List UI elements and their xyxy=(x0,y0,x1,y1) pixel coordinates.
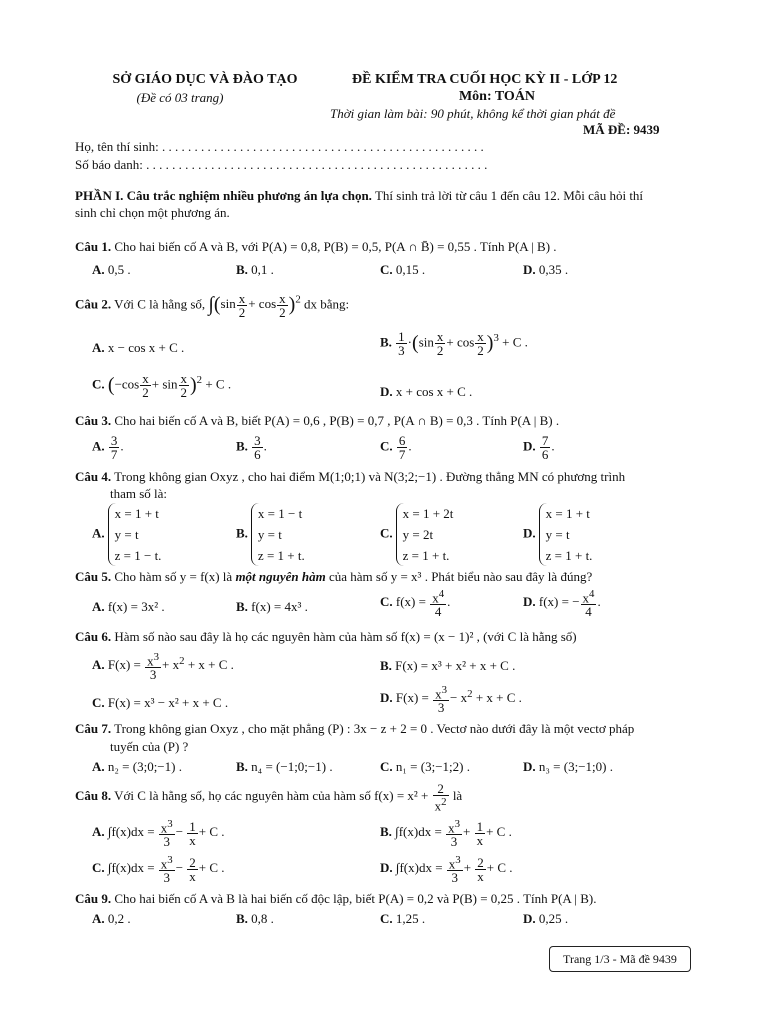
subject: Môn: TOÁN xyxy=(458,89,536,104)
option-letter: D. xyxy=(380,384,393,399)
option-letter: D. xyxy=(523,759,536,774)
question-7 xyxy=(75,721,634,737)
equation: y = 2t xyxy=(402,527,434,542)
q6-option-c[interactable] xyxy=(92,695,228,711)
q6-option-b[interactable] xyxy=(380,658,515,674)
q5-option-b[interactable] xyxy=(236,599,308,615)
option-text: F(x) = x³ + x² + x + C . xyxy=(395,658,516,673)
q9-option-a[interactable] xyxy=(92,911,131,927)
question-text-end: của hàm số y = x³ . Phát biểu nào sau đây là đúng? xyxy=(325,569,593,584)
part1-title: PHẦN I. Câu trắc nghiệm nhiều phương án lựa chọn. xyxy=(75,188,372,203)
equation: x = 1 + t xyxy=(114,506,159,521)
q7-option-c[interactable] xyxy=(380,759,470,775)
q5-option-c[interactable]: C. f(x) = $\frac{x^4}{4}$ . xyxy=(380,588,451,620)
option-text: 0,5 . xyxy=(107,262,131,277)
question-text: Cho hai biến cố A và B, với P(A) = 0,8, P(B) = 0,5, P(A ∩ B̄) = 0,55 . Tính P(A | B) . xyxy=(111,239,557,254)
equation: z = 1 − t. xyxy=(114,548,162,563)
question-9 xyxy=(75,891,596,907)
student-name-line: Họ, tên thí sinh: . . . . . . . . . . . . . . . . . . . . . . . . . . . . . . . . . . . . . . . . . . . . . . . . . . xyxy=(75,139,484,154)
option-letter: D. xyxy=(523,911,536,926)
option-letter: C. xyxy=(380,525,393,541)
question-4 xyxy=(75,469,625,485)
question-text: Cho hàm số y = f(x) là xyxy=(111,569,236,584)
equation: x = 1 + 2t xyxy=(402,506,454,521)
option-text: x + cos x + C . xyxy=(395,384,473,399)
option-text: f(x) = 4x³ . xyxy=(251,599,308,614)
part1-instruction: Thí sinh trả lời từ câu 1 đến câu 12. Mỗi câu hỏi thí xyxy=(371,188,644,203)
option-text: f(x) = 3x² . xyxy=(107,599,165,614)
question-label: Câu 9. xyxy=(75,891,112,906)
q3-option-a[interactable]: A. $\frac{3}{7}$ . xyxy=(92,433,124,462)
question-text: Trong không gian Oxyz , cho mặt phẳng (P) : 3x − z + 2 = 0 . Vectơ nào dưới đây là một vectơ pháp xyxy=(111,721,635,736)
option-letter: A. xyxy=(92,657,105,673)
option-text: 0,2 . xyxy=(107,911,131,926)
q2-option-c[interactable]: C. (−cos $\frac{x}{2}$ + sin $\frac{x}{2}$ )$^2$ + C . xyxy=(92,371,232,400)
q2-option-b[interactable]: B. $\frac{1}{3}$ ·(sin $\frac{x}{2}$ + cos $\frac{x}{2}$ )$^3$ + C . xyxy=(380,329,528,358)
option-letter: B. xyxy=(236,759,248,774)
question-3 xyxy=(75,413,559,429)
q5-option-d[interactable]: D. f(x) = − $\frac{x^4}{4}$ . xyxy=(523,588,601,620)
question-text: Trong không gian Oxyz , cho hai điểm M(1;0;1) và N(3;2;−1) . Đường thẳng MN có phương trình xyxy=(111,469,626,484)
option-text: 1,25 . xyxy=(395,911,426,926)
question-label: Câu 5. xyxy=(75,569,112,584)
q1-option-d[interactable] xyxy=(523,262,568,278)
q6-option-d[interactable]: D. F(x) = $\frac{x^3}{3}$ − $x^2 + x + C$ . xyxy=(380,684,522,716)
q3-option-c[interactable]: C. $\frac{6}{7}$ . xyxy=(380,433,412,462)
option-letter: D. xyxy=(523,262,536,277)
q1-option-a[interactable] xyxy=(92,262,131,278)
q2-option-a[interactable] xyxy=(92,340,184,356)
equation: x = 1 − t xyxy=(257,506,303,521)
q2-option-d[interactable] xyxy=(380,384,472,400)
question-6 xyxy=(75,629,577,645)
question-label: Câu 4. xyxy=(75,469,112,484)
page-footer: Trang 1/3 - Mã đề 9439 xyxy=(549,946,691,972)
q4-option-b[interactable] xyxy=(236,503,305,566)
question-text-end: dx bằng: xyxy=(300,296,350,312)
q7-option-b[interactable] xyxy=(236,759,333,775)
option-letter: D. xyxy=(523,594,536,610)
option-letter: C. xyxy=(92,695,105,710)
q9-option-d[interactable] xyxy=(523,911,568,927)
q8-option-d[interactable]: D. ∫f(x)dx = $\frac{x^3}{3}$ + $\frac{2}{x}$ + C . xyxy=(380,854,513,886)
option-letter: C. xyxy=(380,262,393,277)
option-letter: C. xyxy=(92,376,105,392)
equation: z = 1 + t. xyxy=(402,548,450,563)
option-text: F(x) = x³ − x² + x + C . xyxy=(107,695,229,710)
department-title: SỞ GIÁO DỤC VÀ ĐÀO TẠO xyxy=(112,72,298,87)
question-1 xyxy=(75,239,557,255)
question-text: Với C là hằng số, xyxy=(111,296,209,312)
option-letter: B. xyxy=(236,525,248,541)
equation: y = t xyxy=(114,527,139,542)
option-letter: B. xyxy=(236,911,248,926)
option-letter: A. xyxy=(92,525,105,541)
question-7-cont: tuyến của (P) ? xyxy=(110,739,189,754)
q9-option-c[interactable] xyxy=(380,911,425,927)
option-letter: C. xyxy=(92,860,105,876)
option-text: 0,1 . xyxy=(251,262,274,277)
option-letter: B. xyxy=(236,438,248,454)
q1-option-b[interactable] xyxy=(236,262,274,278)
question-emphasis: một nguyên hàm xyxy=(235,569,326,584)
equation: z = 1 + t. xyxy=(545,548,593,563)
option-letter: C. xyxy=(380,594,393,610)
question-label: Câu 2. xyxy=(75,296,112,312)
question-text: Cho hai biến cố A và B, biết P(A) = 0,6 , P(B) = 0,7 , P(A ∩ B) = 0,3 . Tính P(A | B) . xyxy=(111,413,560,428)
question-text: Với C là hằng số, họ các nguyên hàm của hàm số f(x) = x² + xyxy=(111,788,432,804)
option-letter: A. xyxy=(92,759,105,774)
equation: x = 1 + t xyxy=(545,506,590,521)
part1-line1 xyxy=(75,188,643,204)
q7-option-d[interactable] xyxy=(523,759,613,775)
option-letter: B. xyxy=(236,262,248,277)
option-letter: D. xyxy=(523,438,536,454)
q7-option-a[interactable] xyxy=(92,759,182,775)
q4-option-a[interactable] xyxy=(92,503,161,566)
question-text: Hàm số nào sau đây là họ các nguyên hàm của hàm số f(x) = (x − 1)² , (với C là hằng số) xyxy=(111,629,577,644)
part1-line2: sinh chỉ chọn một phương án. xyxy=(75,205,230,220)
option-letter: B. xyxy=(380,658,392,673)
option-letter: B. xyxy=(380,334,392,350)
exam-title: ĐỀ KIỂM TRA CUỐI HỌC KỲ II - LỚP 12 xyxy=(352,72,618,87)
option-text: + C . xyxy=(205,376,232,392)
page-count-note: (Đề có 03 trang) xyxy=(136,90,224,105)
option-text: 0,15 . xyxy=(395,262,426,277)
student-id-line: Số báo danh: . . . . . . . . . . . . . . . . . . . . . . . . . . . . . . . . . . . . . . . . . . . . . . . . . . . . . xyxy=(75,157,488,172)
time-note: Thời gian làm bài: 90 phút, không kể thời gian phát đề xyxy=(330,106,616,121)
integral-expression: ∫(sin $\frac{x}{2}$ + cos $\frac{x}{2}$ )$^2$ xyxy=(208,291,301,320)
option-text: n₃ = (3;−1;0) . xyxy=(538,759,613,774)
option-text: 0,35 . xyxy=(538,262,569,277)
question-label: Câu 3. xyxy=(75,413,112,428)
option-letter: B. xyxy=(236,599,248,614)
q8-option-a[interactable]: A. ∫f(x)dx = $\frac{x^3}{3}$ − $\frac{1}{x}$ + C . xyxy=(92,818,225,850)
equation: z = 1 + t. xyxy=(257,548,305,563)
equation: y = t xyxy=(545,527,570,542)
option-text: + C . xyxy=(502,334,528,350)
equation: y = t xyxy=(257,527,282,542)
option-letter: D. xyxy=(380,860,393,876)
question-8: Câu 8. Với C là hằng số, họ các nguyên hàm của hàm số f(x) = x² + $\frac{2}{x^2}$ là xyxy=(75,781,463,814)
option-letter: A. xyxy=(92,824,105,840)
option-text: n₄ = (−1;0;−1) . xyxy=(251,759,333,774)
option-text: x − cos x + C . xyxy=(107,340,185,355)
question-5 xyxy=(75,569,592,585)
q5-option-a[interactable] xyxy=(92,599,165,615)
question-label: Câu 6. xyxy=(75,629,112,644)
option-text: n₂ = (3;0;−1) . xyxy=(107,759,182,774)
option-letter: C. xyxy=(380,438,393,454)
option-letter: D. xyxy=(380,690,393,706)
option-letter: C. xyxy=(380,911,393,926)
option-letter: C. xyxy=(380,759,393,774)
q8-option-b[interactable]: B. ∫f(x)dx = $\frac{x^3}{3}$ + $\frac{1}{x}$ + C . xyxy=(380,818,512,850)
q4-option-d[interactable] xyxy=(523,503,592,566)
option-text: n₁ = (3;−1;2) . xyxy=(395,759,470,774)
q3-option-b[interactable]: B. $\frac{3}{6}$ . xyxy=(236,433,267,462)
option-letter: D. xyxy=(523,525,536,541)
option-letter: A. xyxy=(92,599,105,614)
exam-code: MÃ ĐỀ: 9439 xyxy=(583,122,660,137)
option-text: 0,8 . xyxy=(251,911,274,926)
question-label: Câu 7. xyxy=(75,721,112,736)
option-text: 0,25 . xyxy=(538,911,569,926)
q9-option-b[interactable] xyxy=(236,911,274,927)
q6-option-a[interactable]: A. F(x) = $\frac{x^3}{3}$ + $x^2 + x + C$ . xyxy=(92,651,234,683)
question-text-end: là xyxy=(449,788,463,804)
option-letter: B. xyxy=(380,824,392,840)
option-letter: A. xyxy=(92,262,105,277)
question-text: Cho hai biến cố A và B là hai biến cố độc lập, biết P(A) = 0,2 và P(B) = 0,25 . Tính P(A | B). xyxy=(111,891,597,906)
option-letter: A. xyxy=(92,438,105,454)
q3-option-d[interactable]: D. $\frac{7}{6}$ . xyxy=(523,433,555,462)
question-4-cont: tham số là: xyxy=(110,486,168,501)
question-label: Câu 1. xyxy=(75,239,112,254)
q8-option-c[interactable]: C. ∫f(x)dx = $\frac{x^3}{3}$ − $\frac{2}{x}$ + C . xyxy=(92,854,225,886)
option-letter: A. xyxy=(92,340,105,355)
q4-option-c[interactable] xyxy=(380,503,453,566)
question-label: Câu 8. xyxy=(75,788,112,804)
question-2 xyxy=(75,292,349,319)
q1-option-c[interactable] xyxy=(380,262,425,278)
option-letter: A. xyxy=(92,911,105,926)
